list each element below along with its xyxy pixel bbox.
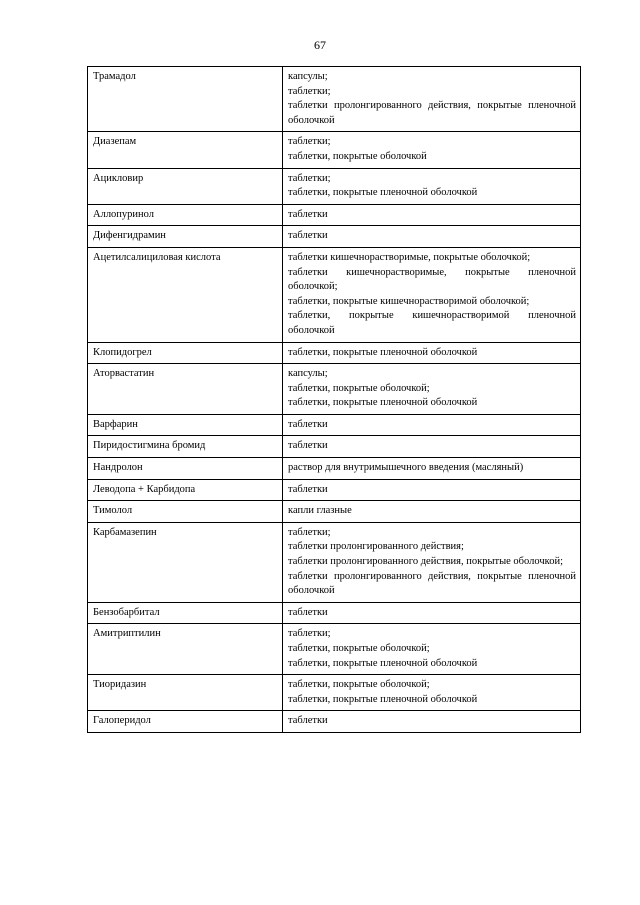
table-row [88, 675, 581, 711]
dosage-form-line: таблетки; [288, 628, 331, 640]
dosage-form-cell [283, 675, 581, 711]
dosage-form-line: таблетки [288, 483, 328, 495]
dosage-form-line: капли глазные [288, 505, 352, 517]
dosage-form-line: таблетки; [288, 526, 331, 538]
table-row [88, 168, 581, 204]
dosage-form-line: таблетки кишечнорастворимые, покрытые оболочкой; [288, 251, 531, 263]
dosage-form-cell [283, 414, 581, 436]
drug-name-cell: Варфарин [88, 414, 283, 436]
dosage-form-cell [283, 364, 581, 415]
drug-name-cell: Аллопуринол [88, 204, 283, 226]
table-row [88, 436, 581, 458]
dosage-form-cell [283, 501, 581, 523]
drug-name-cell: Тиоридазин [88, 675, 283, 711]
dosage-form-line: таблетки [288, 715, 328, 727]
dosage-form-line: таблетки, покрытые оболочкой [288, 150, 427, 162]
dosage-form-cell [283, 522, 581, 602]
dosage-form-line: таблетки; [288, 136, 331, 148]
drug-forms-table [87, 66, 581, 733]
dosage-form-line: таблетки [288, 208, 328, 220]
table-row [88, 414, 581, 436]
table-row [88, 226, 581, 248]
dosage-form-line: капсулы; [288, 368, 328, 380]
table-row [88, 501, 581, 523]
drug-name-cell: Аторвастатин [88, 364, 283, 415]
dosage-form-cell [283, 342, 581, 364]
dosage-form-cell [283, 602, 581, 624]
dosage-form-line: таблетки [288, 606, 328, 618]
dosage-form-line: таблетки кишечнорастворимые, покрытые пленочной оболочкой; [288, 266, 576, 293]
drug-name-cell: Тимолол [88, 501, 283, 523]
dosage-form-line: таблетки; [288, 172, 331, 184]
dosage-form-cell [283, 132, 581, 168]
dosage-form-cell [283, 204, 581, 226]
table-row [88, 602, 581, 624]
dosage-form-cell [283, 458, 581, 480]
table-row [88, 479, 581, 501]
table-row [88, 132, 581, 168]
dosage-form-line: таблетки пролонгированного действия, покрытые оболочкой; [288, 556, 563, 568]
table-row [88, 522, 581, 602]
drug-name-cell: Диазепам [88, 132, 283, 168]
dosage-form-line: таблетки, покрытые оболочкой; [288, 679, 430, 691]
dosage-form-line: таблетки; [288, 85, 331, 97]
table-row [88, 342, 581, 364]
dosage-form-line: таблетки, покрытые кишечнорастворимой пленочной оболочкой [288, 310, 576, 336]
drug-name-cell: Бензобарбитал [88, 602, 283, 624]
dosage-form-line: таблетки пролонгированного действия, покрытые пленочной оболочкой [288, 100, 576, 126]
dosage-form-line: таблетки, покрытые оболочкой; [288, 643, 430, 654]
dosage-form-line: таблетки, покрытые пленочной оболочкой [288, 693, 478, 705]
dosage-form-cell [283, 67, 581, 132]
dosage-form-line: таблетки пролонгированного действия, покрытые пленочной оболочкой [288, 570, 576, 597]
table-row [88, 247, 581, 342]
dosage-form-line: раствор для внутримышечного введения (масляный) [288, 462, 524, 474]
dosage-form-cell [283, 436, 581, 458]
dosage-form-line: таблетки, покрытые пленочной оболочкой [288, 187, 478, 199]
dosage-form-cell [283, 711, 581, 733]
dosage-form-line: таблетки [288, 230, 328, 242]
dosage-form-line: таблетки [288, 440, 328, 452]
drug-name-cell: Ацетилсалициловая кислота [88, 247, 283, 342]
page-number: 67 [314, 38, 326, 52]
drug-name-cell: Нандролон [88, 458, 283, 480]
table-row [88, 204, 581, 226]
drug-name-cell: Трамадол [88, 67, 283, 132]
dosage-form-cell [283, 168, 581, 204]
dosage-form-line: таблетки, покрытые пленочной оболочкой [288, 346, 478, 358]
dosage-form-line: таблетки пролонгированного действия; [288, 541, 464, 553]
drug-name-cell: Амитриптилин [88, 624, 283, 675]
dosage-form-line: таблетки, покрытые оболочкой; [288, 382, 430, 394]
dosage-form-line: капсулы; [288, 71, 328, 82]
table-row [88, 364, 581, 415]
drug-name-cell: Клопидогрел [88, 342, 283, 364]
dosage-form-cell [283, 624, 581, 675]
dosage-form-line: таблетки, покрытые пленочной оболочкой [288, 397, 478, 409]
drug-name-cell: Галоперидол [88, 711, 283, 733]
drug-name-cell: Пиридостигмина бромид [88, 436, 283, 458]
dosage-form-cell [283, 479, 581, 501]
table-body [88, 67, 581, 733]
drug-name-cell: Ацикловир [88, 168, 283, 204]
table-row [88, 624, 581, 675]
dosage-form-line: таблетки, покрытые кишечнорастворимой оболочкой; [288, 295, 530, 307]
drug-name-cell: Дифенгидрамин [88, 226, 283, 248]
dosage-form-cell [283, 226, 581, 248]
dosage-form-line: таблетки [288, 418, 328, 430]
drug-name-cell: Леводопа + Карбидопа [88, 479, 283, 501]
drug-name-cell: Карбамазепин [88, 522, 283, 602]
table-row [88, 67, 581, 132]
table-row [88, 458, 581, 480]
table-row [88, 711, 581, 733]
dosage-form-cell [283, 247, 581, 342]
dosage-form-line: таблетки, покрытые пленочной оболочкой [288, 657, 478, 669]
